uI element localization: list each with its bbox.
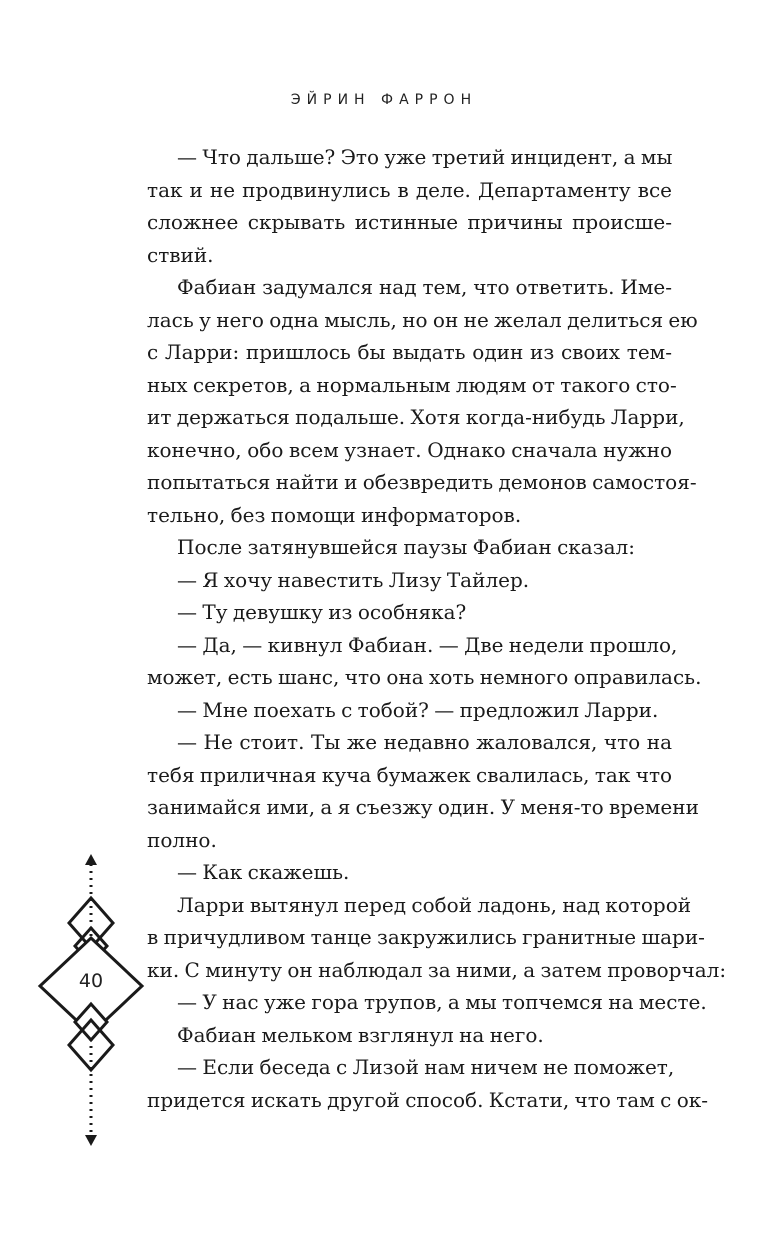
text-line: Ларри вытянул перед собой ладонь, над которой [177,892,692,917]
page-number-ornament [28,850,154,1150]
running-header: ЭЙРИН ФАРРОН [290,92,478,108]
text-line: в причудливом танце закружились гранитные шари- [147,925,705,949]
text-line: с Ларри: пришлось бы выдать один из своих тем- [147,340,672,364]
text-line: попытаться найти и обезвредить демонов самостоя- [147,470,697,494]
text-line: тельно, без помощи информаторов. [147,502,522,527]
text-line: тебя приличная куча бумажек свалилась, так что [147,762,673,787]
text-line: ит держаться подальше. Хотя когда-нибудь Ларри, [147,405,685,429]
text-line: — Я хочу навестить Лизу Тайлер. [177,567,530,592]
text-line: сложнее скрывать истинные причины происше- [147,210,672,234]
text-line: — Что дальше? Это уже третий инцидент, а мы [177,145,673,169]
text-line: — Как скажешь. [177,860,350,884]
text-line: ки. С минуту он наблюдал за ними, а затем проворчал: [147,957,727,982]
text-line: полно. [147,827,217,852]
text-line: ных секретов, а нормальным людям от такого сто- [147,372,677,397]
text-line: — Не стоит. Ты же недавно жаловался, что на [177,730,672,754]
text-line: придется искать другой способ. Кстати, что там с ок- [147,1087,709,1112]
text-line: После затянувшейся паузы Фабиан сказал: [177,535,636,559]
text-line: конечно, обо всем узнает. Однако сначала нужно [147,437,672,462]
text-line: — Ту девушку из особняка? [177,600,467,624]
text-line: Фабиан мельком взглянул на него. [177,1022,544,1047]
text-line: — У нас уже гора трупов, а мы топчемся на месте. [177,990,707,1014]
text-line: ствий. [147,242,214,267]
text-line: лась у него одна мысль, но он не желал делиться ею [147,307,698,332]
text-line: так и не продвинулись в деле. Департаменту все [147,177,672,202]
page-number: 40 [78,970,104,992]
text-line: — Если беседа с Лизой нам ничем не поможет, [177,1055,675,1079]
text-line: может, есть шанс, что она хоть немного оправилась. [147,665,702,689]
text-line: — Да, — кивнул Фабиан. — Две недели прошло, [177,632,678,657]
diamond-ornament-icon [28,850,154,1150]
text-line: занимайся ими, а я съезжу один. У меня-то времени [147,795,699,819]
text-line: — Мне поехать с тобой? — предложил Ларри. [177,697,659,722]
body-text [147,141,727,1116]
text-line: Фабиан задумался над тем, что ответить. Име- [177,275,672,299]
